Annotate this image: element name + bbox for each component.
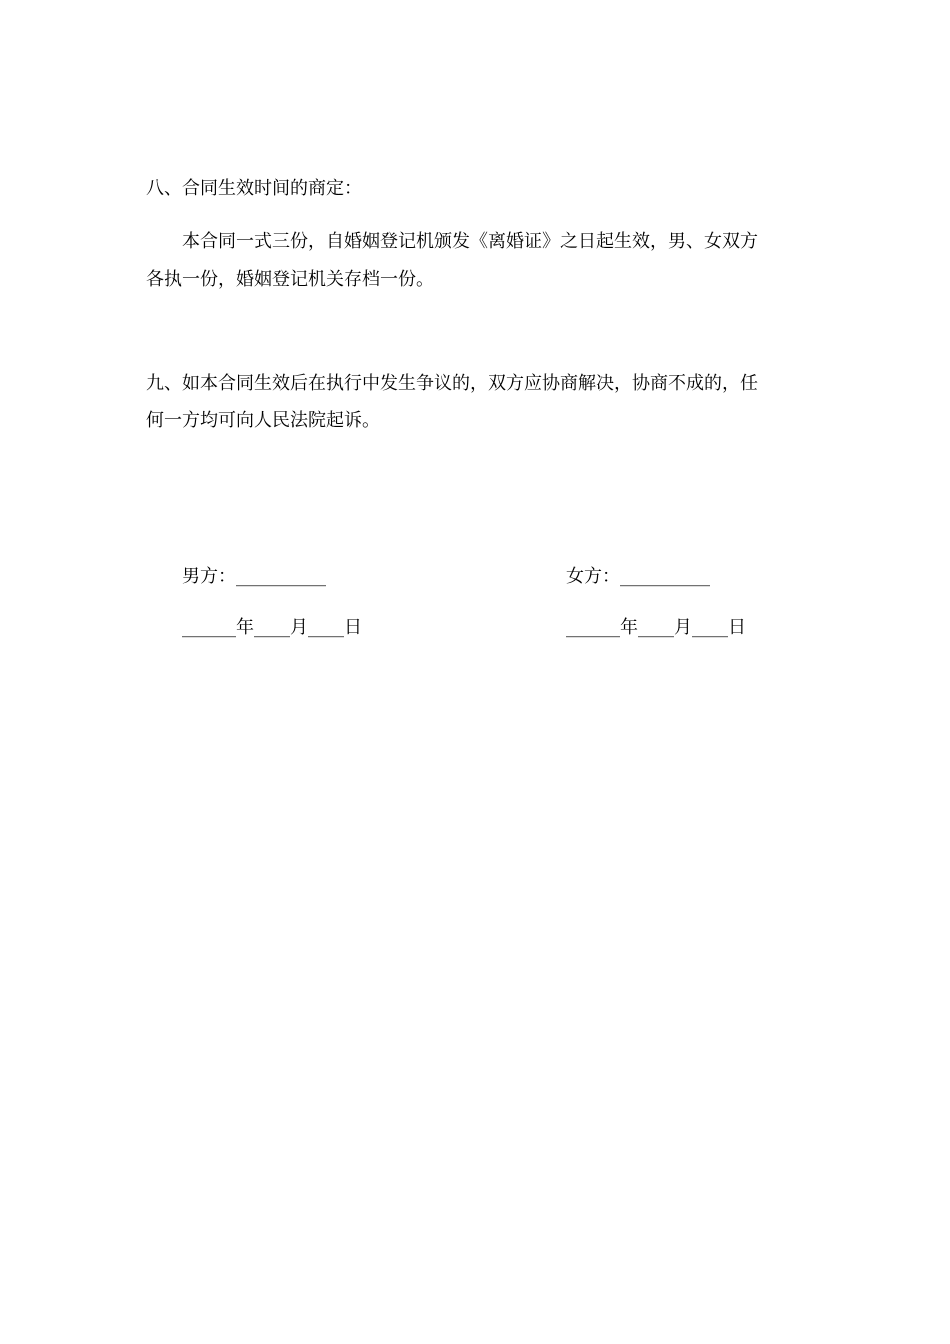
section-9-paragraph-line-2: 何一方均可向人民法院起诉。 [146,410,380,431]
male-signature-field: 男方：__________ [182,566,326,587]
section-8-paragraph-line-1: 本合同一式三份，自婚姻登记机颁发《离婚证》之日起生效，男、女双方 [182,231,758,252]
male-date-field: ______年____月____日 [182,617,362,638]
section-8-paragraph-line-2: 各执一份，婚姻登记机关存档一份。 [146,269,434,290]
section-9-paragraph-line-1: 九、如本合同生效后在执行中发生争议的，双方应协商解决，协商不成的，任 [146,373,758,394]
female-signature-field: 女方：__________ [566,566,710,587]
female-date-field: ______年____月____日 [566,617,746,638]
section-8-heading: 八、合同生效时间的商定： [146,178,362,199]
